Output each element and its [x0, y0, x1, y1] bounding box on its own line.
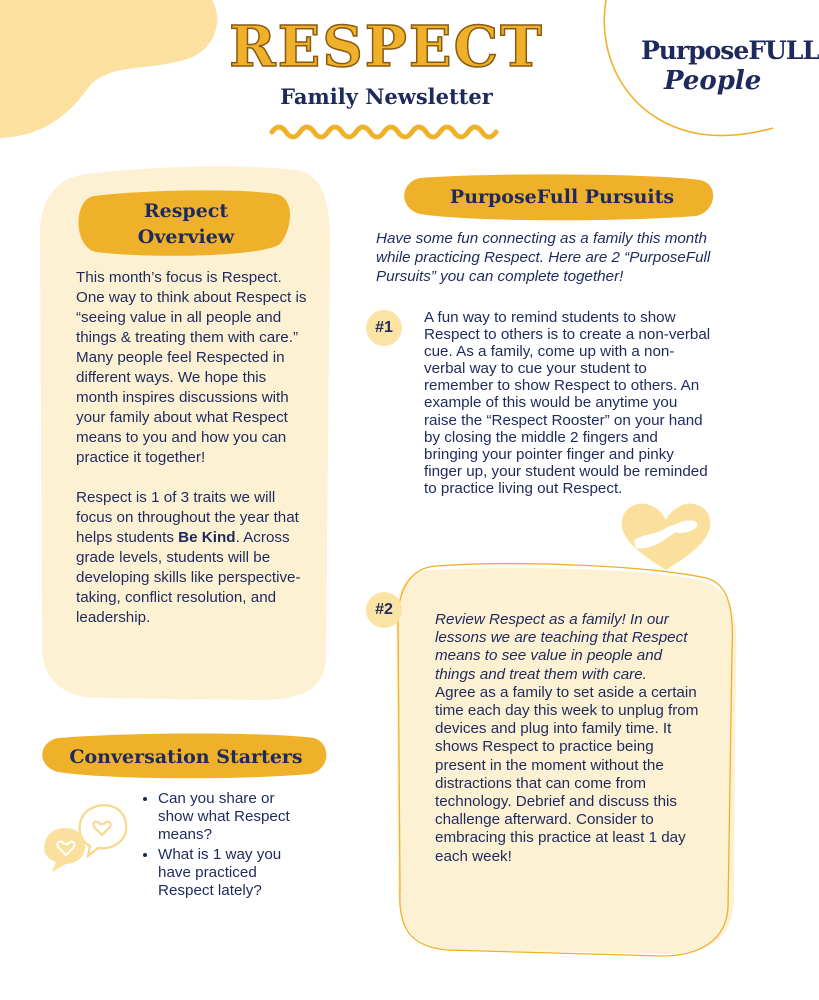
- be-kind-text: Be Kind: [178, 529, 236, 546]
- pursuits-intro: Have some fun connecting as a family this month while practicing Respect. Here are 2 “PurposeFull Pursuits” you can complete together!: [376, 230, 711, 285]
- item1-number-badge: #1: [366, 310, 402, 346]
- item2-body-text: Agree as a family to set aside a certain time each day this week to unplug from devices and plug into family time. It shows Respect to practice being present in the moment without the distractions that can come from technology. Debrief and discuss this challenge afterward. Consider to embracing this practice at least 1 day each week!: [435, 683, 699, 865]
- chat-bubbles-icon: [38, 800, 130, 876]
- list-item: • What is 1 way you have practiced Respect lately?: [158, 846, 308, 900]
- pursuits-heading: PurposeFull Pursuits: [449, 186, 675, 208]
- overview-p2-end: . Across grade levels, students will be developing skills like perspective-taking, conflict resolution, and leadership.: [76, 529, 301, 626]
- overview-heading: Respect Overview: [137, 200, 235, 248]
- conversation-list: [136, 790, 308, 902]
- item2-italic-text: Review Respect as a family! In our lessons we are teaching that Respect means to see value in people and things and treat them with care.: [435, 611, 688, 683]
- conversation-heading: Conversation Starters: [69, 746, 303, 768]
- overview-paragraph-1: This month’s focus is Respect. One way to think about Respect is “seeing value in all people and things & treating them with care.” Many people feel Respected in different ways. We hope this month inspires discussions with your family about what Respect means to you and how you can practice it together!: [76, 269, 307, 466]
- item2-text: [435, 611, 705, 866]
- overview-paragraph-2: [76, 488, 312, 628]
- logo-bottom-text: People: [664, 66, 762, 96]
- newsletter-title: RESPECT: [229, 14, 544, 80]
- item2-number-badge: #2: [366, 592, 402, 628]
- item1-text: A fun way to remind students to show Respect to others is to create a non-verbal cue. As a family, come up with a non-verbal way to cue your student to remember to show Respect to others. An example of this would be anytime you raise the “Respect Rooster” on your hand by closing the middle 2 fingers and bringing your pointer finger and pinky finger up, your student would be reminded to practice living out Respect.: [424, 309, 711, 497]
- overview-text: [76, 268, 312, 628]
- logo-top-text: PurposeFULL: [641, 36, 819, 65]
- heart-hands-icon: [620, 500, 712, 572]
- header-squiggle: [272, 127, 496, 137]
- list-item: • Can you share or show what Respect means?: [158, 790, 308, 844]
- overview-p2-start: Respect is 1 of 3 traits we will focus on throughout the year that helps students: [76, 489, 299, 546]
- newsletter-subtitle: Family Newsletter: [280, 84, 493, 109]
